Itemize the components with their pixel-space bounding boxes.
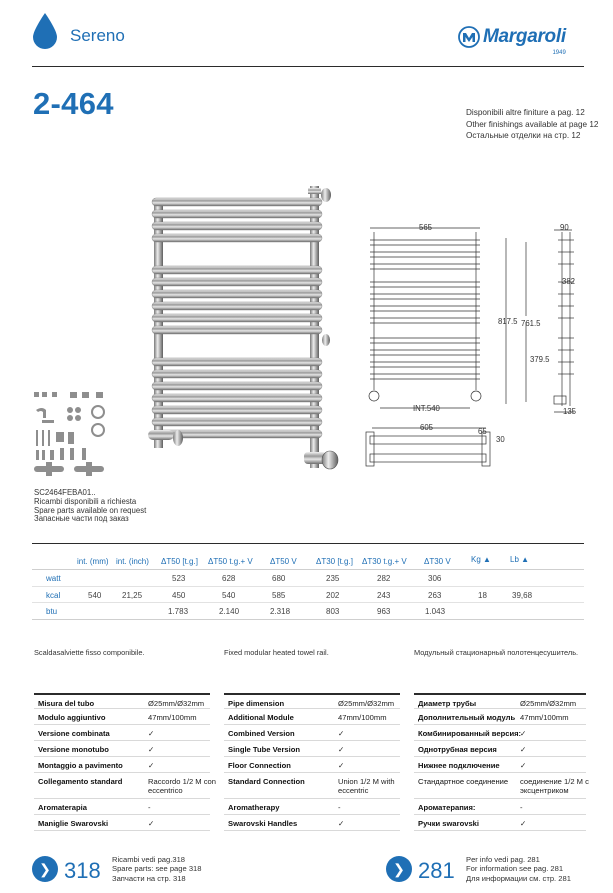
col-header-dt30-v: ΔT30 V — [424, 557, 451, 566]
feature-row: Montaggio a pavimento ✓ — [34, 757, 210, 773]
spare-parts-note-it: Ricambi vedi pag.318 — [112, 855, 186, 864]
feature-row: Однотрубная версия ✓ — [414, 741, 586, 757]
dim-width: 565 — [419, 223, 433, 232]
feature-row: Swarovski Handles ✓ — [224, 815, 400, 831]
spare-parts-page-number[interactable]: 318 — [64, 858, 101, 883]
feature-row: Ручки swarovski ✓ — [414, 815, 586, 831]
finishes-ru: Остальные отделки на стр. 12 — [466, 131, 581, 141]
spare-parts-page-note — [112, 855, 202, 883]
weight-icon: ▲ — [521, 555, 530, 564]
col-header-dt30-tgv: ΔT30 t.g.+ V — [362, 557, 407, 566]
spare-parts-ru: Запасные части под заказ — [34, 514, 129, 524]
feature-row: Дополнительный модуль 47mm/100mm — [414, 709, 586, 725]
cell-btu-dt30-v: 1.043 — [425, 607, 446, 616]
dim-bottom-depth: 135 — [563, 407, 577, 416]
dim-lower: 379.5 — [530, 355, 550, 364]
info-page-number[interactable]: 281 — [418, 858, 455, 883]
col-header-dt50-tgv: ΔT50 t.g.+ V — [208, 557, 253, 566]
feature-row: Aromatherapy - — [224, 799, 400, 815]
features-table-it — [34, 693, 216, 831]
col-header-dt50-tg: ΔT50 [t.g.] — [161, 557, 198, 566]
col-header-dt30-tg: ΔT30 [t.g.] — [316, 557, 353, 566]
brand-name: Margaroli — [483, 26, 566, 47]
feature-row: Нижнее подключение ✓ — [414, 757, 586, 773]
feature-row: Ароматерапия: - — [414, 799, 586, 815]
weight-icon: ▲ — [483, 555, 491, 564]
cell-kcal-dt50-v: 585 — [272, 591, 286, 600]
feature-row: Single Tube Version ✓ — [224, 741, 400, 757]
cell-kcal-dt50-tg: 450 — [172, 591, 186, 600]
dim-top-depth: 65 — [478, 427, 487, 436]
spare-parts-note-ru: Запчасти на стр. 318 — [112, 873, 186, 883]
cell-int-inch: 21,25 — [122, 591, 143, 600]
model-number: 2-464 — [33, 86, 114, 121]
dim-interaxis-height: 761.5 — [521, 319, 541, 328]
row-label-watt: watt — [46, 574, 61, 583]
spare-parts-note-en: Spare parts: see page 318 — [112, 864, 202, 874]
feature-row: Versione monotubo ✓ — [34, 741, 210, 757]
margaroli-emblem-icon — [458, 26, 480, 48]
cell-watt-dt50-tg: 523 — [172, 574, 186, 583]
feature-row: Modulo aggiuntivo 47mm/100mm — [34, 709, 210, 725]
finishes-en: Other finishings available at page 12 — [466, 119, 599, 129]
feature-row: Standard Connection Union 1/2 M with eccentric — [224, 773, 400, 799]
spec-table-header-rule — [32, 569, 584, 570]
feature-row: Combined Version ✓ — [224, 725, 400, 741]
feature-row: Additional Module 47mm/100mm — [224, 709, 400, 725]
description-en: Fixed modular heated towel rail. — [224, 648, 329, 657]
cell-kcal-dt50-tgv: 540 — [222, 591, 236, 600]
info-link-arrow-icon[interactable]: ❯ — [386, 856, 412, 882]
spec-table-top-rule — [32, 543, 584, 544]
col-header-lb: Lb ▲ — [510, 555, 530, 564]
cell-btu-dt50-tg: 1.783 — [168, 607, 189, 616]
finishes-note — [466, 107, 598, 142]
series-name: Sereno — [70, 26, 125, 45]
col-header-int-inch: int. (inch) — [116, 557, 149, 566]
header-divider — [32, 66, 584, 67]
dim-top-side: 30 — [496, 435, 505, 444]
cell-btu-dt30-tgv: 963 — [377, 607, 391, 616]
feature-row: Диаметр трубы Ø25mm/Ø32mm — [414, 693, 586, 709]
cell-kcal-dt30-tgv: 243 — [377, 591, 391, 600]
cell-watt-dt30-tgv: 282 — [377, 574, 391, 583]
cell-watt-dt50-tgv: 628 — [222, 574, 236, 583]
col-header-int-mm: int. (mm) — [77, 557, 109, 566]
dim-upper: 382 — [562, 277, 576, 286]
feature-row: Aromaterapia - — [34, 799, 210, 815]
spec-table-row-rule — [32, 602, 584, 603]
spare-parts-image — [30, 388, 114, 480]
spare-parts-en: Spare parts available on request — [34, 505, 147, 515]
feature-row: Стандартное соединение соединение 1/2 M с эксцентриком — [414, 773, 586, 799]
feature-row: Collegamento standard Raccordo 1/2 M con eccentrico — [34, 773, 210, 799]
cell-watt-dt30-v: 306 — [428, 574, 442, 583]
description-it: Scaldasalviette fisso componibile. — [34, 648, 145, 657]
row-label-btu: btu — [46, 607, 58, 616]
cell-kcal-dt30-v: 263 — [428, 591, 442, 600]
cell-kcal-dt30-tg: 202 — [326, 591, 340, 600]
technical-drawing — [358, 218, 588, 468]
water-drop-icon — [32, 12, 58, 50]
cell-watt-dt50-v: 680 — [272, 574, 286, 583]
info-note-ru: Для информации см. стр. 281 — [466, 873, 571, 883]
spec-table-row-rule — [32, 586, 584, 587]
dim-top-width: 605 — [420, 423, 434, 432]
spare-parts-code: SC2464FEBA01.. — [34, 488, 96, 497]
info-note-it: Per info vedi pag. 281 — [466, 855, 540, 864]
cell-btu-dt50-v: 2.318 — [270, 607, 291, 616]
features-table-ru — [414, 693, 589, 831]
towel-rail-photo — [146, 180, 346, 480]
dim-interaxis: INT.540 — [413, 404, 440, 413]
cell-watt-dt30-tg: 235 — [326, 574, 340, 583]
info-page-note — [466, 855, 571, 883]
col-header-dt50-v: ΔT50 V — [270, 557, 297, 566]
feature-row: Maniglie Swarovski ✓ — [34, 815, 210, 831]
row-label-kcal: kcal — [46, 591, 61, 600]
cell-kg: 18 — [478, 591, 487, 600]
spec-table-bottom-rule — [32, 619, 584, 620]
brand-year: 1949 — [552, 50, 566, 56]
feature-row: Pipe dimension Ø25mm/Ø32mm — [224, 693, 400, 709]
dim-depth: 90 — [560, 223, 569, 232]
description-ru: Модульный стационарный полотенцесушитель. — [414, 648, 579, 657]
features-table-en — [224, 693, 400, 831]
spare-parts-note — [34, 489, 146, 524]
col-header-kg: Kg ▲ — [471, 555, 491, 564]
front-view — [369, 228, 481, 408]
cell-btu-dt50-tgv: 2.140 — [219, 607, 240, 616]
cell-btu-dt30-tg: 803 — [326, 607, 340, 616]
brand-logo — [458, 26, 566, 56]
spare-parts-link-arrow-icon[interactable]: ❯ — [32, 856, 58, 882]
finishes-it: Disponibili altre finiture a pag. 12 — [466, 108, 585, 117]
cell-lb: 39,68 — [512, 591, 533, 600]
info-note-en: For information see pag. 281 — [466, 864, 564, 874]
spare-parts-it: Ricambi disponibili a richiesta — [34, 496, 137, 506]
cell-int-mm: 540 — [88, 591, 102, 600]
feature-row: Versione combinata ✓ — [34, 725, 210, 741]
top-view — [366, 428, 490, 466]
feature-row: Комбинированный версия: ✓ — [414, 725, 586, 741]
dim-total-height: 817.5 — [498, 317, 518, 326]
feature-row: Misura del tubo Ø25mm/Ø32mm — [34, 693, 210, 709]
feature-row: Floor Connection ✓ — [224, 757, 400, 773]
